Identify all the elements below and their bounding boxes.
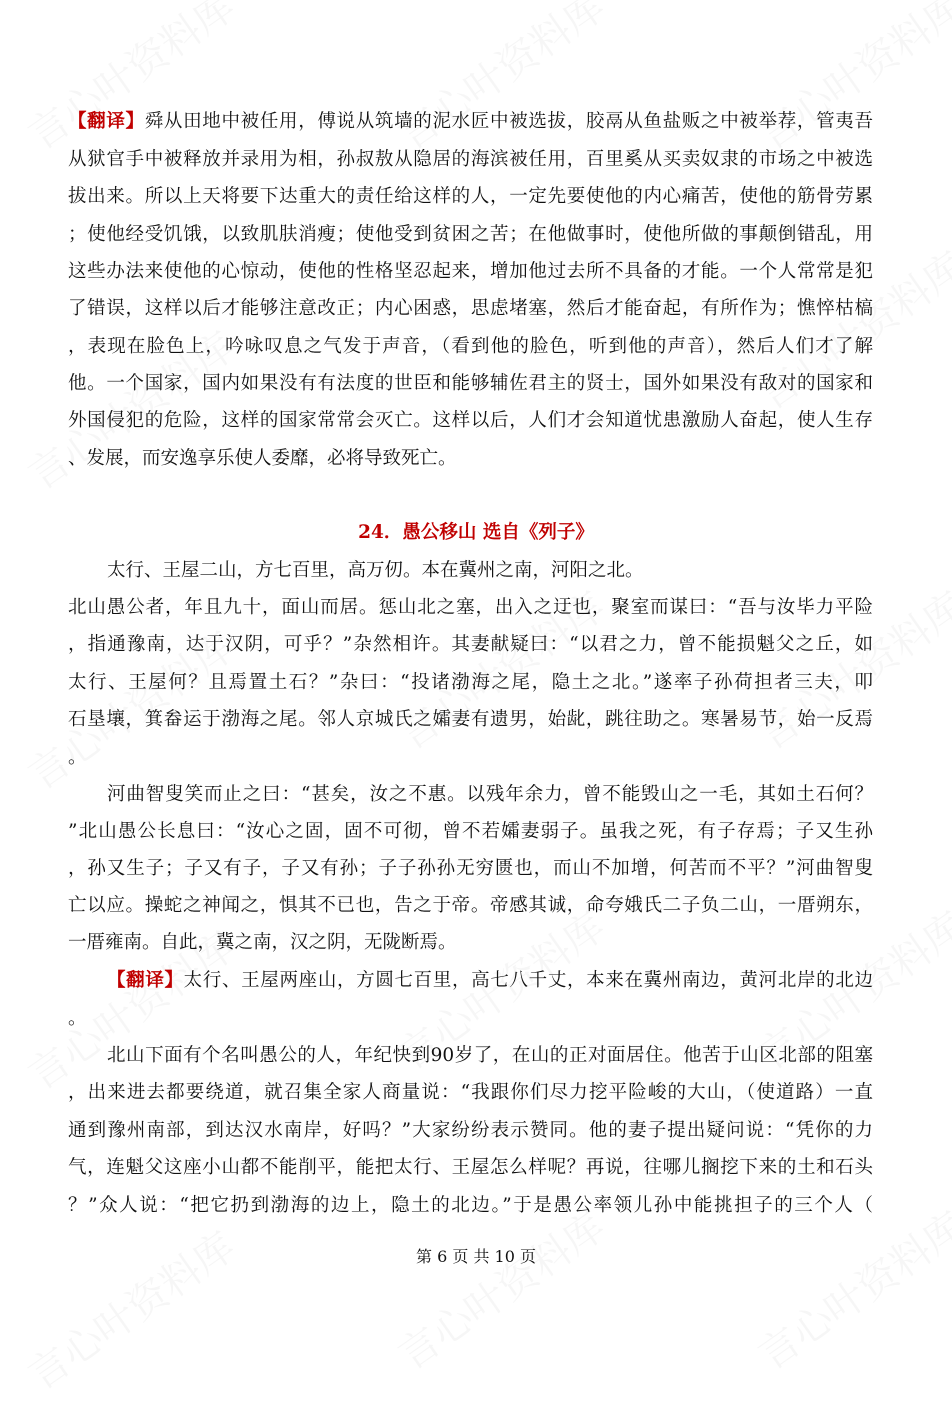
text-line: 气，连魁父这座小山都不能削平，能把太行、王屋怎么样呢？再说，往哪儿搁挖下来的土和石头 xyxy=(68,1157,873,1178)
text: 太行、王屋两座山，方圆七百里，高七八千丈，本来在冀州南边，黄河北岸的北边 xyxy=(183,970,873,991)
text-line: 。 xyxy=(68,1008,87,1029)
translation-label: 【翻译】 xyxy=(68,111,145,132)
text-line: 从狱官手中被释放并录用为相，孙叔敖从隐居的海滨被任用，百里奚从买卖奴隶的市场之中被选 xyxy=(68,149,873,170)
text-line: 河曲智叟笑而止之曰：“甚矣，汝之不惠。以残年余力，曾不能毁山之一毛，其如土石何？ xyxy=(107,784,873,805)
text-line: ，表现在脸色上，吟咏叹息之气发于声音，（看到他的脸色，听到他的声音），然后人们才了解 xyxy=(68,336,873,357)
text-line: ？”众人说：“把它扔到渤海的边上，隐土的北边。”于是愚公率领儿孙中能挑担子的三个人（ xyxy=(68,1195,873,1216)
text-line: 通到豫州南部，到达汉水南岸，好吗？”大家纷纷表示赞同。他的妻子提出疑问说：“凭你的力 xyxy=(68,1120,873,1141)
text-line: 北山愚公者，年且九十，面山而居。惩山北之塞，出入之迂也，聚室而谋曰：“吾与汝毕力平险 xyxy=(68,597,873,618)
text-line: 、发展，而安逸享乐使人委靡，必将导致死亡。 xyxy=(68,448,457,469)
watermark xyxy=(15,1216,244,1400)
text-line: ，孙又生子；子又有子，子又有孙；子子孙孙无穷匮也，而山不加增，何苦而不平？”河曲智叟 xyxy=(68,858,873,879)
text-line: ，指通豫南，达于汉阴，可乎？”杂然相许。其妻献疑曰：“以君之力，曾不能损魁父之丘，如 xyxy=(68,634,873,655)
text-line: 一厝雍南。自此，冀之南，汉之阴，无陇断焉。 xyxy=(68,932,457,953)
text-line: ”北山愚公长息曰：“汝心之固，固不可彻，曾不若孀妻弱子。虽我之死，有子存焉；子又生孙 xyxy=(68,821,873,842)
text-line: 太行、王屋何？且焉置土石？”杂曰：“投诸渤海之尾，隐土之北。”遂率子孙荷担者三夫，叩 xyxy=(68,672,873,693)
watermark xyxy=(745,0,952,161)
text-line: 亡以应。操蛇之神闻之，惧其不已也，告之于帝。帝感其诚，命夸娥氏二子负二山，一厝朔东， xyxy=(68,895,873,916)
text-line xyxy=(68,110,873,134)
text-line: 外国侵犯的危险，这样的国家常常会灭亡。这样以后，人们才会知道忧患激励人奋起，使人生存 xyxy=(68,410,873,431)
text: 舜从田地中被任用，傅说从筑墙的泥水匠中被选拔，胶鬲从鱼盐贩之中被举荐，管夷吾 xyxy=(144,111,873,132)
section-title: 24．愚公移山 选自《列子》 xyxy=(358,522,594,543)
text-line: 北山下面有个名叫愚公的人，年纪快到90岁了，在山的正对面居住。他苦于山区北部的阻塞 xyxy=(107,1045,873,1066)
watermark xyxy=(385,0,614,161)
text-line: 。 xyxy=(68,747,87,768)
text-line: ；使他经受饥饿，以致肌肤消瘦；使他受到贫困之苦；在他做事时，使他所做的事颠倒错乱，用 xyxy=(68,224,873,245)
text-line: 拔出来。所以上天将要下达重大的责任给这样的人，一定先要使他的内心痛苦，使他的筋骨劳累 xyxy=(68,186,873,207)
text-line: 这些办法来使他的心惊动，使他的性格坚忍起来，增加他过去所不具备的才能。一个人常常是犯 xyxy=(68,261,873,282)
text-line: 太行、王屋二山，方七百里，高万仞。本在冀州之南，河阳之北。 xyxy=(107,560,644,581)
watermark xyxy=(15,0,244,161)
text-line xyxy=(107,969,873,993)
text-line: 了错误，这样以后才能够注意改正；内心困惑，思虑堵塞，然后才能奋起，有所作为；憔悴枯槁 xyxy=(68,298,873,319)
watermark xyxy=(385,1196,614,1380)
watermark xyxy=(745,1196,952,1380)
translation-label: 【翻译】 xyxy=(107,970,184,991)
page-number: 第 6 页 共 10 页 xyxy=(416,1247,536,1266)
text-line: 他。一个国家，国内如果没有有法度的世臣和能够辅佐君主的贤士，国外如果没有敌对的国家和 xyxy=(68,373,873,394)
text-line: ，出来进去都要绕道，就召集全家人商量说：“我跟你们尽力挖平险峻的大山，（使道路）一直 xyxy=(68,1082,873,1103)
text-line: 石垦壤，箕畚运于渤海之尾。邻人京城氏之孀妻有遗男，始龀，跳往助之。寒暑易节，始一反焉 xyxy=(68,709,873,730)
